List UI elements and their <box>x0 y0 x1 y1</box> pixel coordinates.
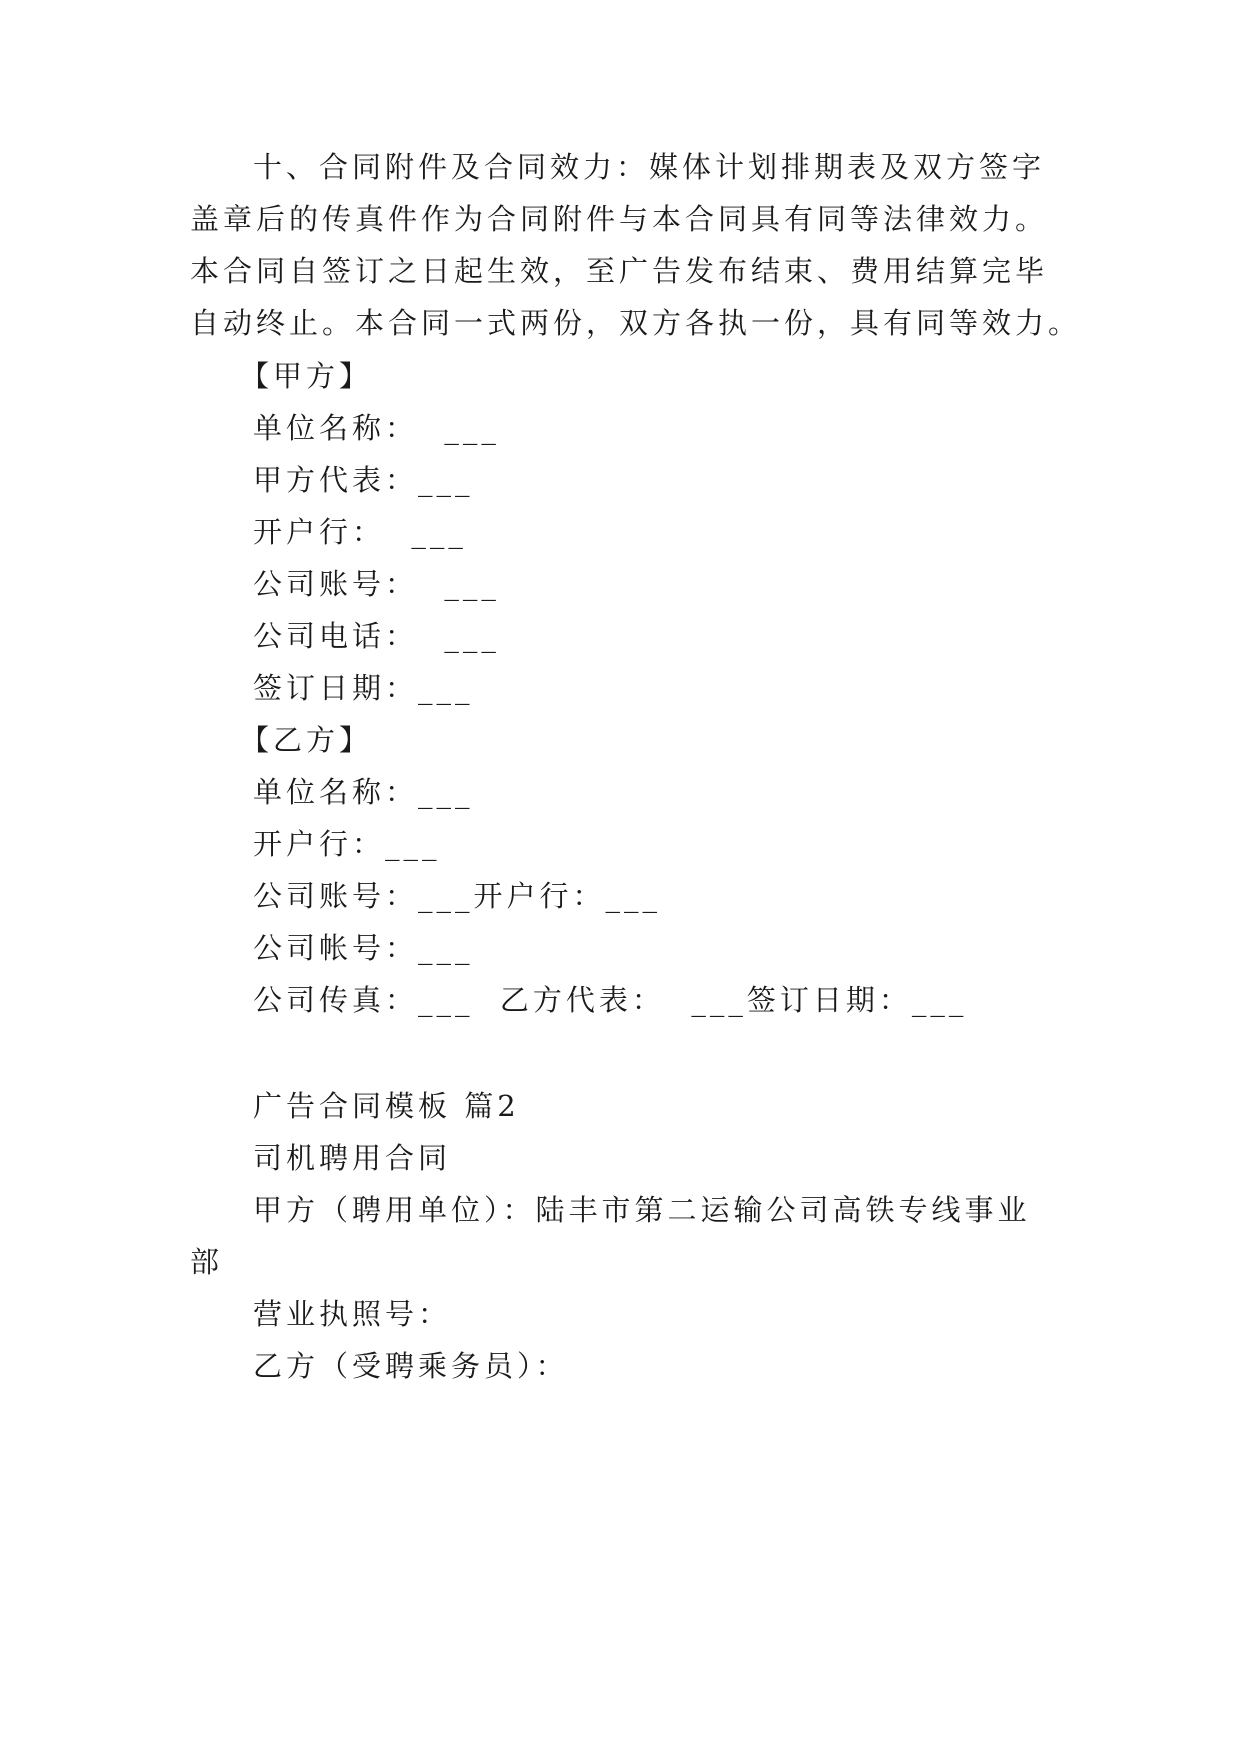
party-a-unit-name: 单位名称： ___ <box>253 411 500 445</box>
section-ten-line-2: 盖章后的传真件作为合同附件与本合同具有同等法律效力。 <box>190 202 1049 236</box>
employee-line: 乙方（受聘乘务员）： <box>253 1349 569 1383</box>
party-b-account-bank: 公司账号：___开户行：___ <box>253 879 662 913</box>
business-license: 营业执照号： <box>253 1297 452 1331</box>
party-b-fax-rep-date: 公司传真：___ 乙方代表： ___签订日期：___ <box>253 983 968 1017</box>
template-2-heading: 广告合同模板 篇2 <box>253 1089 520 1123</box>
section-ten-line-4: 自动终止。本合同一式两份，双方各执一份，具有同等效力。 <box>190 306 1082 340</box>
party-b-bank: 开户行：___ <box>253 827 441 861</box>
party-b-account: 公司帐号：___ <box>253 931 474 965</box>
party-a-representative: 甲方代表：___ <box>253 463 474 497</box>
party-a-bank: 开户行： ___ <box>253 515 467 549</box>
employer-line-2: 部 <box>190 1245 224 1279</box>
section-ten-line-3: 本合同自签订之日起生效，至广告发布结束、费用结算完毕 <box>190 254 1049 288</box>
section-ten-line-1: 十、合同附件及合同效力：媒体计划排期表及双方签字 <box>253 150 1046 184</box>
employer-line-1: 甲方（聘用单位）：陆丰市第二运输公司高铁专线事业 <box>253 1193 1031 1227</box>
party-a-sign-date: 签订日期：___ <box>253 671 474 705</box>
party-b-unit-name: 单位名称：___ <box>253 775 474 809</box>
party-a-account: 公司账号： ___ <box>253 567 500 601</box>
contract-title: 司机聘用合同 <box>253 1141 452 1175</box>
party-a-header: 【甲方】 <box>240 359 373 393</box>
party-b-header: 【乙方】 <box>240 723 373 757</box>
party-a-phone: 公司电话： ___ <box>253 619 500 653</box>
